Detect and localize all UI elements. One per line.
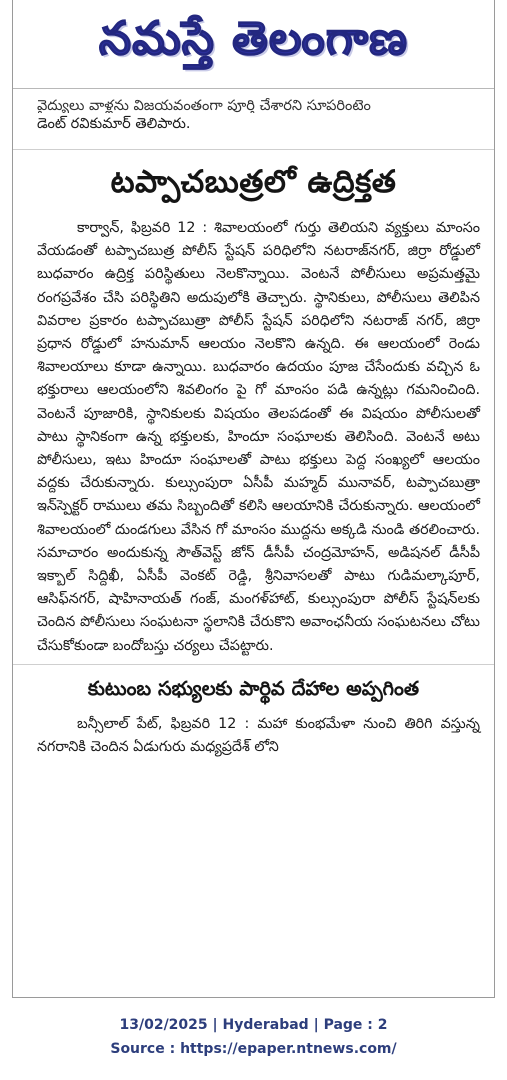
second-article-headline: కుటుంబ సభ్యులకు పార్థివ దేహాల అప్పగింత — [13, 664, 494, 713]
second-article-body — [13, 713, 494, 759]
article-body — [13, 217, 494, 658]
footer-source: Source : https://epaper.ntnews.com/ — [110, 1041, 397, 1057]
snippet-cut-line: వైద్యులు వాళ్లను విజయవంతంగా పూర్తి చేశారని సూపరింటెం — [37, 98, 371, 113]
previous-article-snippet — [13, 89, 494, 145]
masthead-logo: నమస్తే తెలంగాణ — [98, 11, 409, 65]
footer-date-edition: 13/02/2025 | Hyderabad | Page : 2 — [119, 1017, 388, 1033]
newspaper-clipping — [12, 0, 495, 998]
second-article-paragraph: బన్సీలాల్ పేట్, ఫిబ్రవరి 12 : మహా కుంభమేళా నుంచి తిరిగి వస్తున్న నగరానికి చెందిన ఏడుగురు మధ్యప్రదేశ్ లోని — [37, 715, 480, 756]
snippet-line: డెంట్ రవికుమార్ తెలిపారు. — [37, 116, 191, 132]
article-headline: టప్పాచబుత్రలో ఉద్రిక్తత — [110, 164, 397, 200]
masthead — [13, 0, 494, 89]
article-paragraph: కార్వాన్, ఫిబ్రవరి 12 : శివాలయంలో గుర్తు తెలియని వ్యక్తులు మాంసం వేయడంతో టప్పాచబుత్ర పోలీస్ స్టేషన్ పరిధిలోని నటరాజ్‌నగర్, జిర్రా రోడ్డులో బుధవారం ఉద్రిక్త పరిస్థితులు నెలకొన్నాయి. వెంటనే పోలీసులు అప్రమత్తమై రంగప్రవేశం చేసి పరిస్థితిని అదుపులోకి తెచ్చారు. స్థానికులు, పోలీసులు తెలిపిన వివరాల ప్రకారం టప్పాచబుత్రా పోలీస్ స్టేషన్ పరిధిలోని నటరాజ్ నగర్, జిర్రా ప్రధాన రోడ్డులో హనుమాన్ ఆలయం నెలకొని ఉన్నది. ఈ ఆలయంలో రెండు శివాలయాలు కూడా ఉన్నాయి. బుధవారం ఉదయం పూజ చేసేందుకు వచ్చిన ఓ భక్తురాలు ఆలయంలోని శివలింగం పై గో మాంసం పడి ఉన్నట్లు గమనించింది. వెంటనే పూజారికి, స్థానికులకు విషయం తెలపడంతో ఈ విషయం పోలీసులతో పాటు స్థానికంగా ఉన్న భక్తులకు, హిందూ సంఘాలకు తెలిసింది. వెంటనే అటు పోలీసులు, ఇటు హిందూ సంఘాలతో పాటు భక్తులు పెద్ద సంఖ్యలో ఆలయం వద్దకు చేరుకున్నారు. కుల్సుంపురా ఏసీపీ మహ్మద్ మునావర్, టప్పాచబుత్రా ఇన్‌స్పెక్టర్ రాములు తమ సిబ్బందితో కలిసి ఆలయానికి చేరుకున్నారు. ఆలయంలో శివాలయంలో దుండగులు వేసిన గో మాంసం ముద్దను అక్కడి నుండి తరలించారు. సమాచారం అందుకున్న సౌత్‌వెస్ట్ జోన్ డీసీపీ చంద్రమోహన్, అడిషనల్ డీసీపీ ఇక్బాల్ సిద్దిఖీ, ఏసీపీ వెంకట్ రెడ్డి, శ్రీనివాసలతో పాటు గుడిమల్కాపూర్, ఆసిఫ్‌నగర్, షాహినాయత్ గంజ్, మంగళ్‌హాట్, కుల్సుంపురా పోలీస్ స్టేషన్‌లకు చెందిన పోలీసులు సంఘటనా స్థలానికి చేరుకొని అవాంఛనీయ సంఘటనలు చోటు చేసుకోకుండా బందోబస్తు చర్యలు చేపట్టారు. — [37, 220, 480, 654]
